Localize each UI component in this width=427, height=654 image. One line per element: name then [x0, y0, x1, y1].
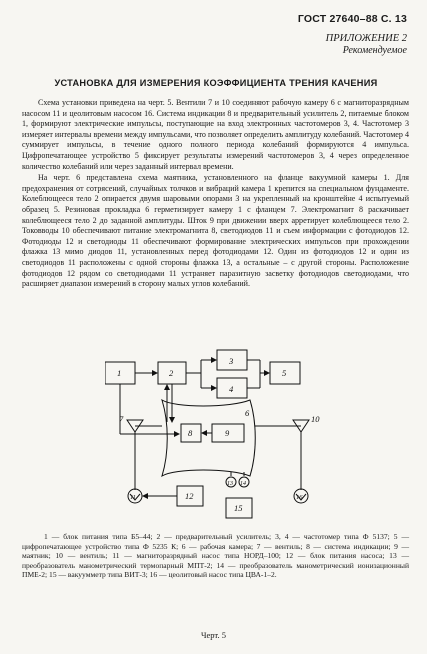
- label-4: 4: [229, 384, 234, 394]
- diagram-svg: [105, 348, 335, 524]
- label-7: 7: [119, 414, 124, 424]
- label-2: 2: [169, 368, 174, 378]
- schematic-diagram: [105, 348, 335, 524]
- label-3: 3: [229, 356, 234, 366]
- label-14: 14: [240, 481, 246, 487]
- label-12: 12: [185, 491, 194, 501]
- appendix-label: [326, 33, 407, 57]
- paragraph: На черт. 6 представлена схема маятника, установленного на фланце вакуумной камеры 1. Для предохранения от сотрясений, случайных толчков и вибраций камера 1 крепится на специальном фундаменте. Колеблющееся тело 2 опирается двумя шаровыми опорами 3 на укрепленный на кронштейне 4 испытуемый образец 5. Резиновая прокладка 6 герметизирует камеру 1 с фланцем 7. Электромагнит 8 раскачивает колеблющееся тело 2 до заданной амплитуды. Шток 9 при движении вверх арретирует колеблющееся тело 2. Токовводы 10 обеспечивают питание электромагнита 8, светодиодов 11 и съем информации с фотодиодов 12. Фотодиоды 12 и светодиоды 11 обеспечивают формирование электрических импульсов при прохождении флажка 13 мимо диодов 11, установленных перед фотодиодами 12. Один из фотодиодов 12 и один из светодиодов 11 расположены с одной стороны флажка 13, а остальные – с другой стороны. Расположение фотодиодов 12 рядом со светодиодами 11 устраняет паразитную засветку фотодиодов светодиодами, что расширяет диапазон измерений в сторону малых углов колебаний.: [22, 173, 409, 289]
- label-10: 10: [311, 414, 320, 424]
- legend-text: 1 — блок питания типа Б5–44; 2 — предварительный усилитель; 3, 4 — частотомер типа Ф 5137; 5 — цифропечатающее устройство типа Ф 5235 К; 6 — рабочая камера; 7 — вентиль; 8 — система индикации; 9 — маятник; 10 — вентиль; 11 — магниторазрядный насос типа НОРД–100; 12 — блок питания насоса; 13 — преобразователь манометрический термопарный МПТ-2; 14 — преобразователь манометрический ионизационный ПМЕ-2; 15 — вакуумметр типа ВИТ-3; 16 — цеолитовый насос типа ЦВА-1–2.: [22, 532, 409, 580]
- label-15: 15: [234, 503, 243, 513]
- figure-legend: [22, 532, 409, 580]
- label-13: 13: [227, 481, 233, 487]
- label-5: 5: [282, 368, 287, 378]
- body-text: [22, 98, 409, 290]
- label-1: 1: [117, 368, 122, 378]
- page-header: ГОСТ 27640–88 С. 13: [297, 13, 407, 25]
- section-title: УСТАНОВКА ДЛЯ ИЗМЕРЕНИЯ КОЭФФИЦИЕНТА ТРЕНИЯ КАЧЕНИЯ: [54, 78, 378, 88]
- label-8: 8: [188, 428, 193, 438]
- label-16: 16: [296, 494, 303, 501]
- working-chamber: [162, 400, 255, 476]
- label-9: 9: [225, 428, 230, 438]
- paragraph: Схема установки приведена на черт. 5. Вентили 7 и 10 соединяют рабочую камеру 6 с магниторазрядным насосом 11 и цеолитовым насосом 16. Система индикации 8 и предварительный усилитель 2, питаемые блоком 1, формируют электрические импульсы, поступающие на вход электронных частотомеров 3, 4. Частотомер 3 измеряет интервалы времени между импульсами, что позволяет определить амплитуду колебаний. Частотомер 4 суммирует импульсы, в течение одного полного периода колебаний формируются 4 импульса. Цифропечатающее устройство 5 фиксирует результаты измерений частотомеров 3, 4 через определенное количество колебаний или через заданный интервал времени.: [22, 98, 409, 171]
- appendix-title: ПРИЛОЖЕНИЕ 2: [325, 33, 407, 44]
- figure-caption: Черт. 5: [200, 630, 226, 640]
- label-6: 6: [245, 408, 250, 418]
- label-11: 11: [130, 494, 137, 501]
- appendix-subtitle: Рекомендуемое: [342, 45, 407, 56]
